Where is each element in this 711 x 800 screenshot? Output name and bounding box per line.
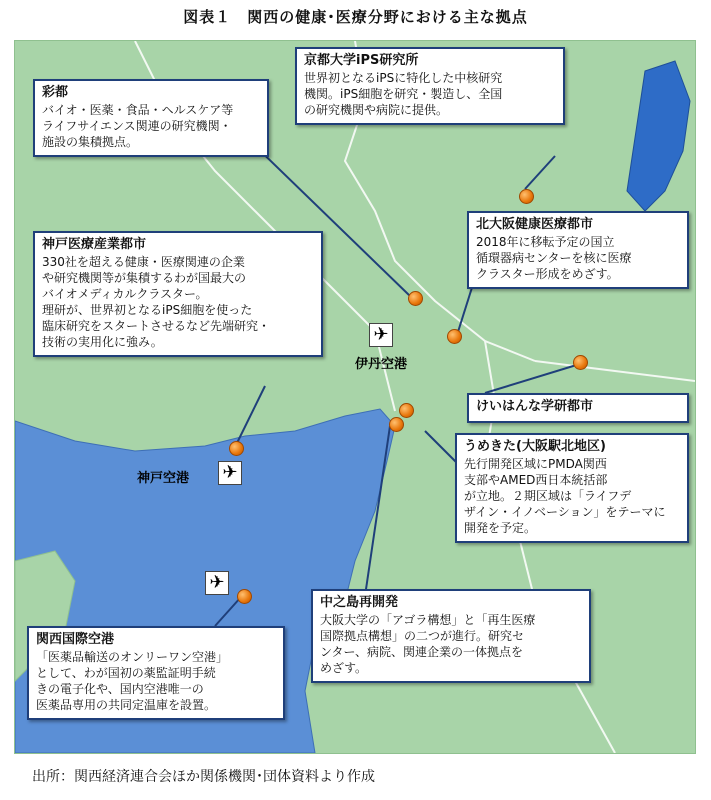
callout-kyoto-ips bbox=[295, 47, 565, 125]
kansai-map bbox=[14, 40, 696, 754]
callout-kita-osaka bbox=[467, 211, 689, 289]
callout-saito bbox=[33, 79, 269, 157]
itami-airport-label: 伊丹空港 bbox=[355, 357, 408, 372]
site-marker-umekita[interactable] bbox=[399, 403, 414, 418]
callout-heading: 彩都 bbox=[42, 85, 69, 100]
callout-body: 2018年に移転予定の国立 循環器病センターを核に医療 クラスター形成をめざす。 bbox=[476, 235, 632, 281]
lake-biwa bbox=[627, 61, 690, 211]
callout-heading: うめきた(大阪駅北地区) bbox=[464, 439, 606, 454]
site-marker-nakanoshima[interactable] bbox=[389, 417, 404, 432]
site-marker-kansai-airport[interactable] bbox=[237, 589, 252, 604]
site-marker-keihanna[interactable] bbox=[573, 355, 588, 370]
site-marker-kyoto[interactable] bbox=[519, 189, 534, 204]
source-note: 出所：関西経済連合会ほか関係機関･団体資料より作成 bbox=[32, 769, 375, 785]
callout-body: 330社を超える健康・医療関連の企業 や研究機関等が集積するわが国最大の バイオメディカルクラスター。 理研が、世界初となるiPS細胞を使った 臨床研究をスタートさせるなど先端研究・ 技術の実用化に強み。 bbox=[42, 255, 271, 349]
callout-keihanna bbox=[467, 393, 689, 423]
callout-body: バイオ・医薬・食品・ヘルスケア等 ライフサイエンス関連の研究機関・ 施設の集積拠点。 bbox=[42, 103, 234, 149]
callout-heading: 関西国際空港 bbox=[36, 632, 115, 647]
callout-heading: 中之島再開発 bbox=[320, 595, 399, 610]
callout-umekita bbox=[455, 433, 689, 543]
callout-kobe-medical bbox=[33, 231, 323, 357]
callout-heading: 京都大学iPS研究所 bbox=[304, 53, 419, 68]
callout-body: 先行開発区域にPMDA関西 支部やAMED西日本統括部 が立地。２期区域は「ライフデ ザイン・イノベーション」をテーマに 開発を予定。 bbox=[464, 457, 666, 535]
figure-title: 図表１ 関西の健康･医療分野における主な拠点 bbox=[183, 8, 528, 26]
airplane-icon: ✈ bbox=[205, 571, 229, 595]
airplane-icon: ✈ bbox=[218, 461, 242, 485]
site-marker-kobe[interactable] bbox=[229, 441, 244, 456]
callout-body: 「医薬品輸送のオンリーワン空港」 として、わが国初の薬監証明手続 きの電子化や、国内空港唯一の 医薬品専用の共同定温庫を設置。 bbox=[36, 650, 229, 712]
kobe-airport-label: 神戸空港 bbox=[137, 471, 190, 486]
callout-body: 大阪大学の「アゴラ構想」と「再生医療 国際拠点構想」の二つが進行。研究セ ンター、病院、関連企業の一体拠点を めざす。 bbox=[320, 613, 536, 675]
callout-heading: 神戸医療産業都市 bbox=[42, 237, 147, 252]
callout-nakanoshima bbox=[311, 589, 591, 683]
callout-heading: 北大阪健康医療都市 bbox=[476, 217, 594, 232]
airplane-icon: ✈ bbox=[369, 323, 393, 347]
callout-body: 世界初となるiPSに特化した中核研究 機関。iPS細胞を研究・製造し、全国 の研究機関や病院に提供。 bbox=[304, 71, 503, 117]
site-marker-kita-osaka[interactable] bbox=[447, 329, 462, 344]
callout-heading: けいはんな学研都市 bbox=[476, 399, 594, 414]
site-marker-saito[interactable] bbox=[408, 291, 423, 306]
callout-kansai-airport bbox=[27, 626, 285, 720]
